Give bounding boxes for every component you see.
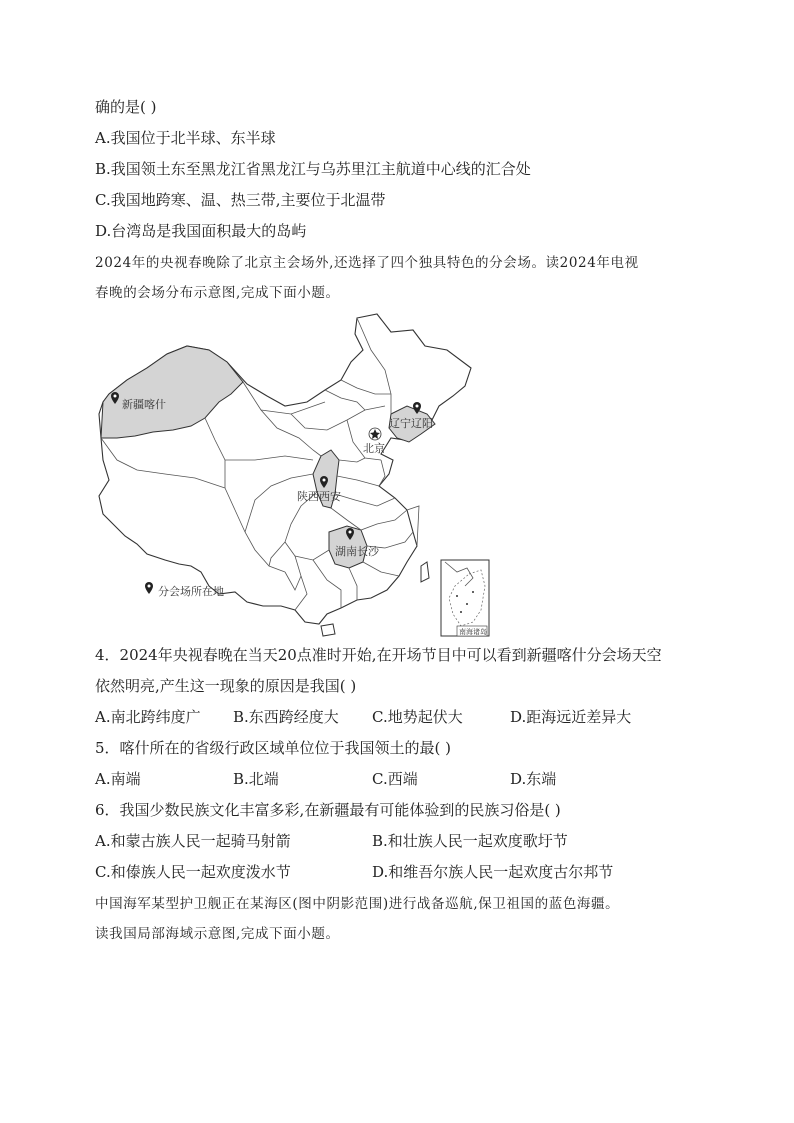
legend-pin-icon <box>145 582 153 594</box>
q6-stem: 6．我国少数民族文化丰富多彩,在新疆最有可能体验到的民族习俗是( ) <box>95 801 561 819</box>
china-map <box>95 310 495 640</box>
q5-stem: 5．喀什所在的省级行政区域单位位于我国领土的最( ) <box>95 739 452 757</box>
prev-stem-tail: 确的是( ) <box>95 98 157 116</box>
beijing-star-icon <box>369 428 381 440</box>
q4-stem-line1: 4．2024年央视春晚在当天20点准时开始,在开场节目中可以看到新疆喀什分会场天空 <box>95 646 662 664</box>
prev-option-b: B.我国领土东至黑龙江省黑龙江与乌苏里江主航道中心线的汇合处 <box>95 160 531 178</box>
q6-option-b: B.和壮族人民一起欢度歌圩节 <box>372 832 568 850</box>
map-legend: 分会场所在地 <box>158 585 224 598</box>
q5-option-d: D.东端 <box>510 770 557 788</box>
q5-option-c: C.西端 <box>372 770 418 788</box>
q4-option-d: D.距海远近差异大 <box>510 708 632 726</box>
intro1-line2: 春晚的会场分布示意图,完成下面小题。 <box>95 285 340 301</box>
q6-option-d: D.和维吾尔族人民一起欢度古尔邦节 <box>372 863 614 881</box>
q5-option-a: A.南端 <box>95 770 141 788</box>
map-label-liaoyang: 辽宁辽阳 <box>389 417 433 430</box>
prev-option-d: D.台湾岛是我国面积最大的岛屿 <box>95 222 307 240</box>
hainan-island <box>321 624 335 636</box>
map-label-changsha: 湖南长沙 <box>335 545 379 558</box>
q4-stem-line2: 依然明亮,产生这一现象的原因是我国( ) <box>95 677 357 695</box>
intro2-line2: 读我国局部海域示意图,完成下面小题。 <box>95 926 340 942</box>
map-label-beijing: 北京 <box>363 442 385 455</box>
inset-label: 南海诸岛 <box>459 628 487 636</box>
prev-option-c: C.我国地跨寒、温、热三带,主要位于北温带 <box>95 191 386 209</box>
q4-option-b: B.东西跨经度大 <box>233 708 339 726</box>
map-label-xian: 陕西西安 <box>297 490 341 503</box>
q6-option-a: A.和蒙古族人民一起骑马射箭 <box>95 832 291 850</box>
q5-option-b: B.北端 <box>233 770 279 788</box>
prev-option-a: A.我国位于北半球、东半球 <box>95 129 276 147</box>
china-outline <box>99 314 471 624</box>
map-label-kashgar: 新疆喀什 <box>122 398 166 411</box>
south-china-sea-inset <box>441 560 489 636</box>
intro1-line1: 2024年的央视春晚除了北京主会场外,还选择了四个独具特色的分会场。读2024年电视 <box>95 255 639 271</box>
q6-option-c: C.和傣族人民一起欢度泼水节 <box>95 863 291 881</box>
intro2-line1: 中国海军某型护卫舰正在某海区(图中阴影范围)进行战备巡航,保卫祖国的蓝色海疆。 <box>95 896 620 912</box>
q4-option-c: C.地势起伏大 <box>372 708 463 726</box>
taiwan-island <box>421 562 429 582</box>
q4-option-a: A.南北跨纬度广 <box>95 708 201 726</box>
